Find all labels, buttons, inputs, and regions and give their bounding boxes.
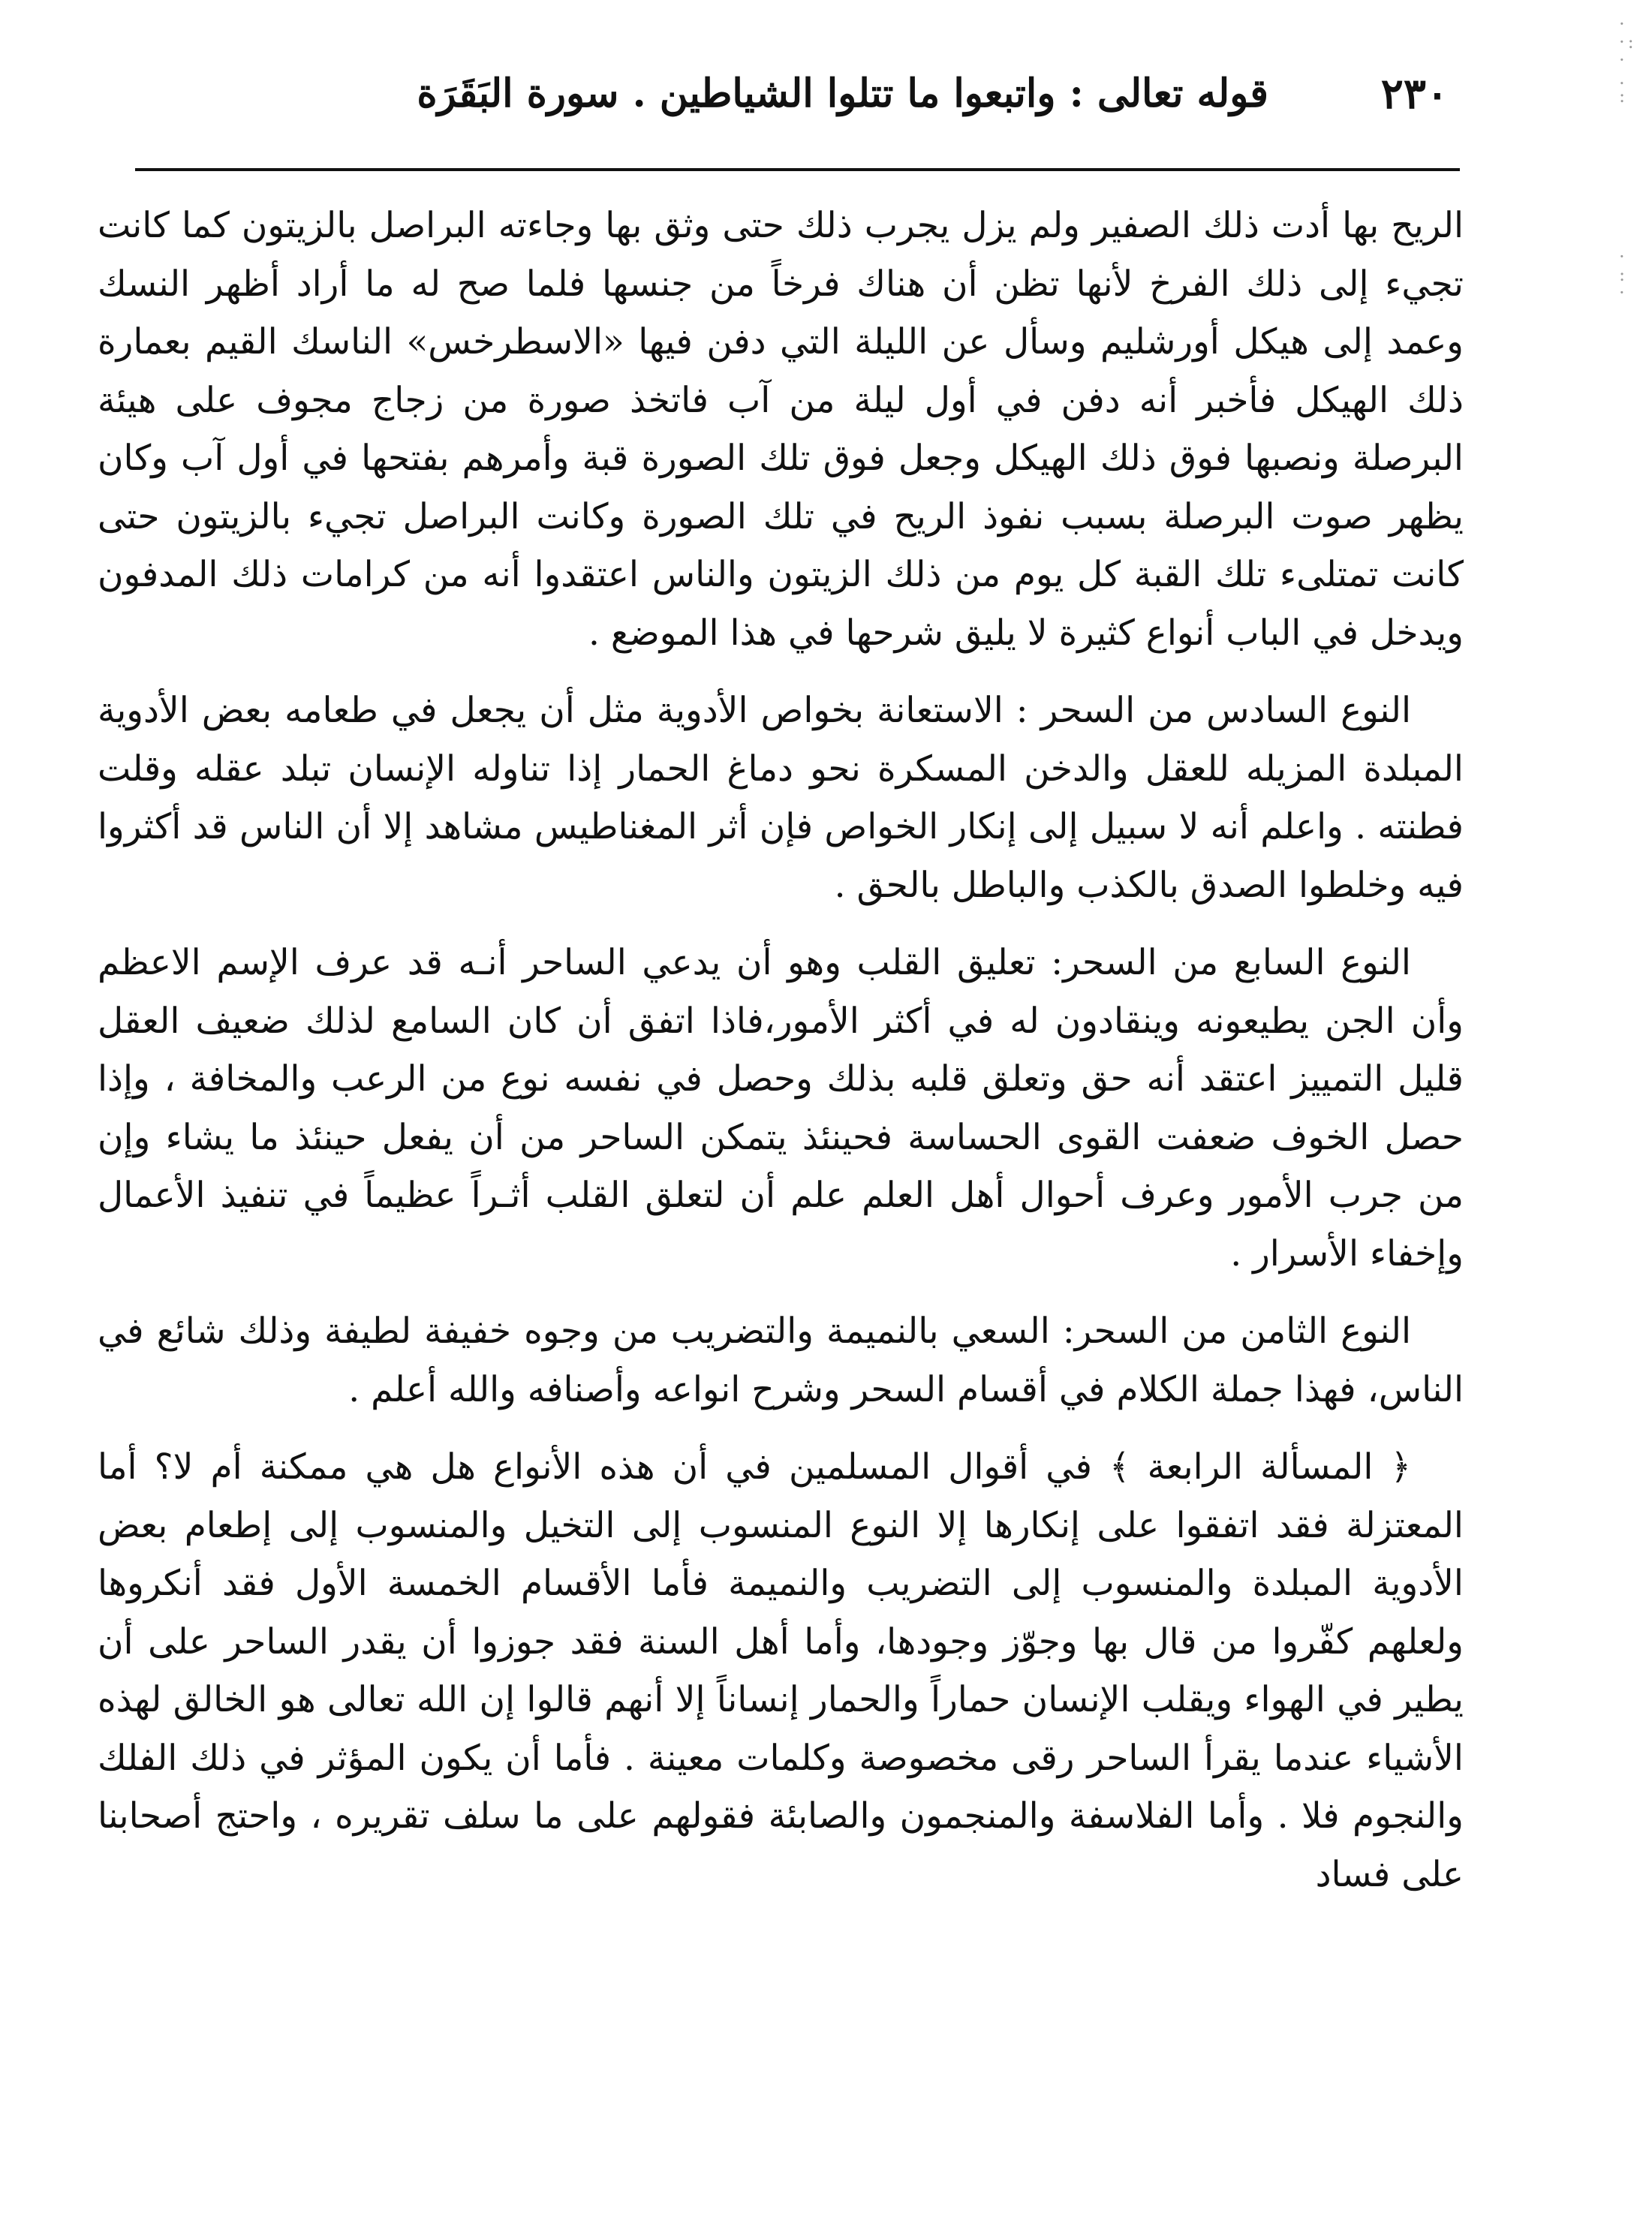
running-head: قوله تعالى : واتبعوا ما تتلوا الشياطين . سورة البَقَرَة [417,71,1268,116]
paragraph-1: الريح بها أدت ذلك الصفير ولم يزل يجرب ذلك حتى وثق بها وجاءته البراصل بالزيتون كما كانت تجيء إلى ذلك الفرخ لأنها تظن أن هناك فرخاً من جنسها فلما صح له ما أراد أظهر النسك وعمد إلى هيكل أورشليم وسأل عن الليلة التي دفن فيها «الاسطرخس» الناسك القيم بعمارة ذلك الهيكل فأخبر أنه دفن في أول ليلة من آب فاتخذ صورة من زجاج مجوف على هيئة البرصلة ونصبها فوق ذلك الهيكل وجعل فوق تلك الصورة قبة وأمرهم بفتحها في أول آب وكان يظهر صوت البرصلة بسبب نفوذ الريح في تلك الصورة وكانت البراصل تجيء بالزيتون حتى كانت تمتلىء تلك القبة كل يوم من ذلك الزيتون والناس اعتقدوا أنه من كرامات ذلك المدفون ويدخل في الباب أنواع كثيرة لا يليق شرحها في هذا الموضع . [98,205,1464,654]
paragraph-3: النوع السابع من السحر: تعليق القلب وهو أن يدعي الساحر أنـه قد عرف الإسم الاعظم وأن الجن يطيعونه وينقادون له في أكثر الأمور،فاذا اتفق أن كان السامع لذلك ضعيف العقل قليل التمييز اعتقد أنه حق وتعلق قلبه بذلك وحصل في نفسه نوع من الرعب والمخافة ، وإذا حصل الخوف ضعفت القوى الحساسة فحينئذ يتمكن الساحر من أن يفعل حينئذ ما يشاء وإن من جرب الأمور وعرف أحوال أهل العلم علم أن لتعلق القلب أثـراً عظيماً في تنفيذ الأعمال وإخفاء الأسرار . [98,942,1464,1275]
header-rule [135,168,1460,171]
main-text [98,197,1464,2178]
page-header [135,53,1456,143]
scan-edge-speckle: · : · [1619,246,1629,303]
paragraph-2: النوع السادس من السحر : الاستعانة بخواص الأدوية مثل أن يجعل في طعامه بعض الأدوية المبلدة المزيله للعقل والدخن المسكرة نحو دماغ الحمار إذا تناوله الإنسان تبلد عقله وقلت فطنته . واعلم أنه لا سبيل إلى إنكار الخواص فإن أثر المغناطيس مشاهد إلا أن الناس قد أكثروا فيه وخلطوا الصدق بالكذب والباطل بالحق . [98,690,1464,906]
paragraph-5: ﴿ المسألة الرابعة ﴾ في أقوال المسلمين في أن هذه الأنواع هل هي ممكنة أم لا؟ أما المعتزلة فقد اتفقوا على إنكارها إلا النوع المنسوب إلى التخيل والمنسوب إلى إطعام بعض الأدوية المبلدة والمنسوب إلى التضريب والنميمة فأما الأقسام الخمسة الأول فقد أنكروها ولعلهم كفّروا من قال بها وجوّز وجودها، وأما أهل السنة فقد جوزوا أن يقدر الساحر على أن يطير في الهواء ويقلب الإنسان حماراً والحمار إنساناً إلا أنهم قالوا إن الله تعالى هو الخالق لهذه الأشياء عندما يقرأ الساحر رقى مخصوصة وكلمات معينة . فأما أن يكون المؤثر في ذلك الفلك والنجوم فلا . وأما الفلاسفة والمنجمون والصابئة فقولهم على ما سلف تقريره ، واحتج أصحابنا على فساد [98,1446,1464,1895]
page-number: ٢٣٠ [1380,69,1449,119]
paragraph-4: النوع الثامن من السحر: السعي بالنميمة والتضريب من وجوه خفيفة لطيفة وذلك شائع في الناس، فهذا جملة الكلام في أقسام السحر وشرح انواعه وأصنافه والله أعلم . [98,1311,1464,1410]
scan-edge-speckle: · ·: · . : [1619,14,1637,107]
